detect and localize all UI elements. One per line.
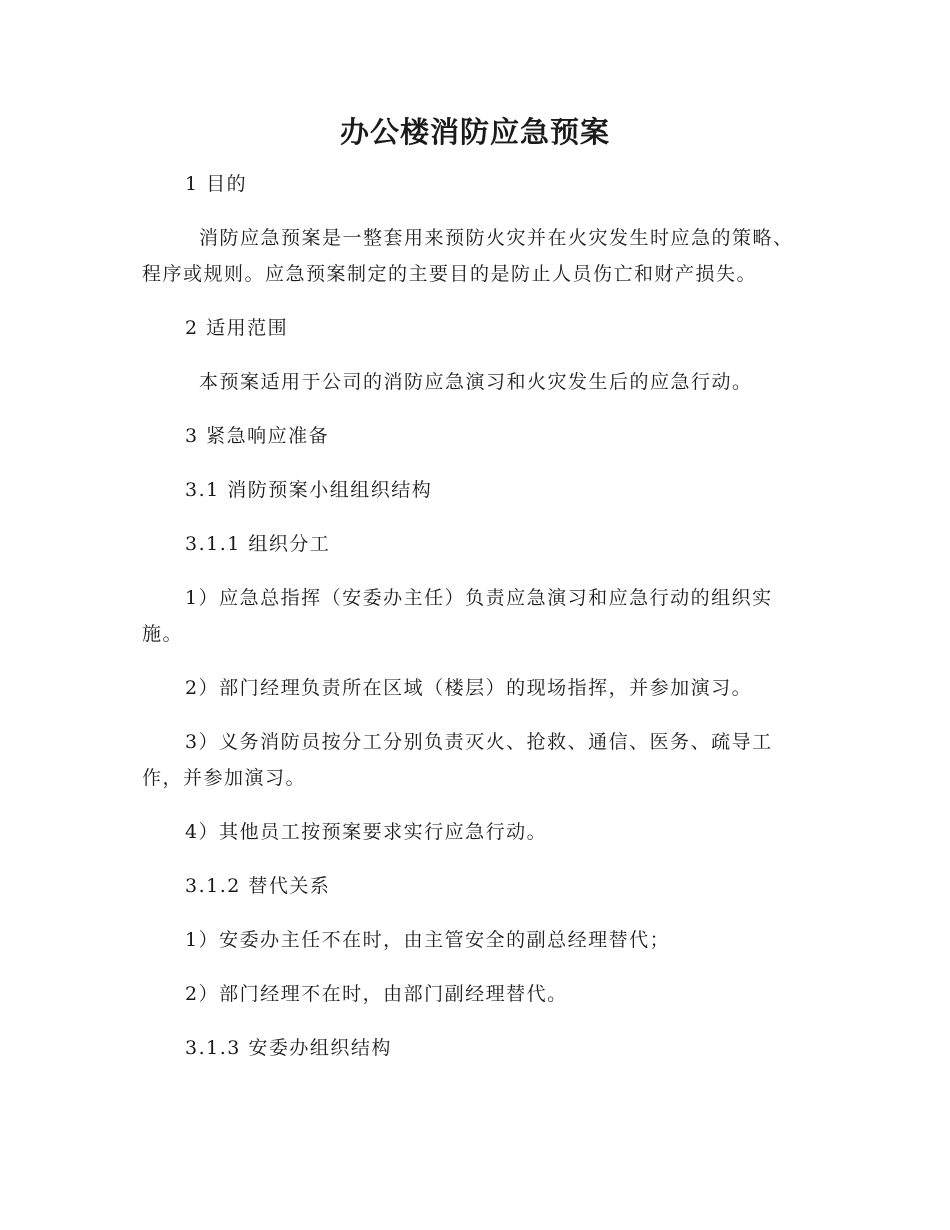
heading-safety-office-structure: 3.1.3 安委办组织结构 — [185, 1037, 392, 1059]
heading-purpose: 1 目的 — [185, 173, 248, 195]
list-item-other-staff: 4）其他员工按预案要求实行应急行动。 — [185, 821, 548, 843]
heading-emergency-preparation: 3 紧急响应准备 — [185, 425, 330, 447]
list-item-substitute-director: 1）安委办主任不在时，由主管安全的副总经理替代； — [185, 929, 671, 951]
heading-scope: 2 适用范围 — [185, 317, 289, 339]
list-item-department-manager: 2）部门经理负责所在区域（楼层）的现场指挥，并参加演习。 — [185, 677, 753, 699]
heading-division-of-work: 3.1.1 组织分工 — [185, 533, 331, 555]
list-item-volunteer-firefighters: 3）义务消防员按分工分别负责灭火、抢救、通信、医务、疏导工作，并参加演习。 — [142, 731, 773, 789]
heading-team-structure: 3.1 消防预案小组组织结构 — [185, 479, 433, 501]
paragraph-scope: 本预案适用于公司的消防应急演习和火灾发生后的应急行动。 — [199, 371, 753, 393]
paragraph-purpose: 消防应急预案是一整套用来预防火灾并在火灾发生时应急的策略、程序或规则。应急预案制定的主要目的是防止人员伤亡和财产损失。 — [142, 227, 794, 285]
heading-substitution: 3.1.2 替代关系 — [185, 875, 331, 897]
document-title: 办公楼消防应急预案 — [339, 115, 610, 149]
list-item-commander: 1）应急总指挥（安委办主任）负责应急演习和应急行动的组织实施。 — [142, 587, 773, 645]
document-body — [142, 166, 812, 1084]
list-item-substitute-manager: 2）部门经理不在时，由部门副经理替代。 — [185, 983, 568, 1005]
